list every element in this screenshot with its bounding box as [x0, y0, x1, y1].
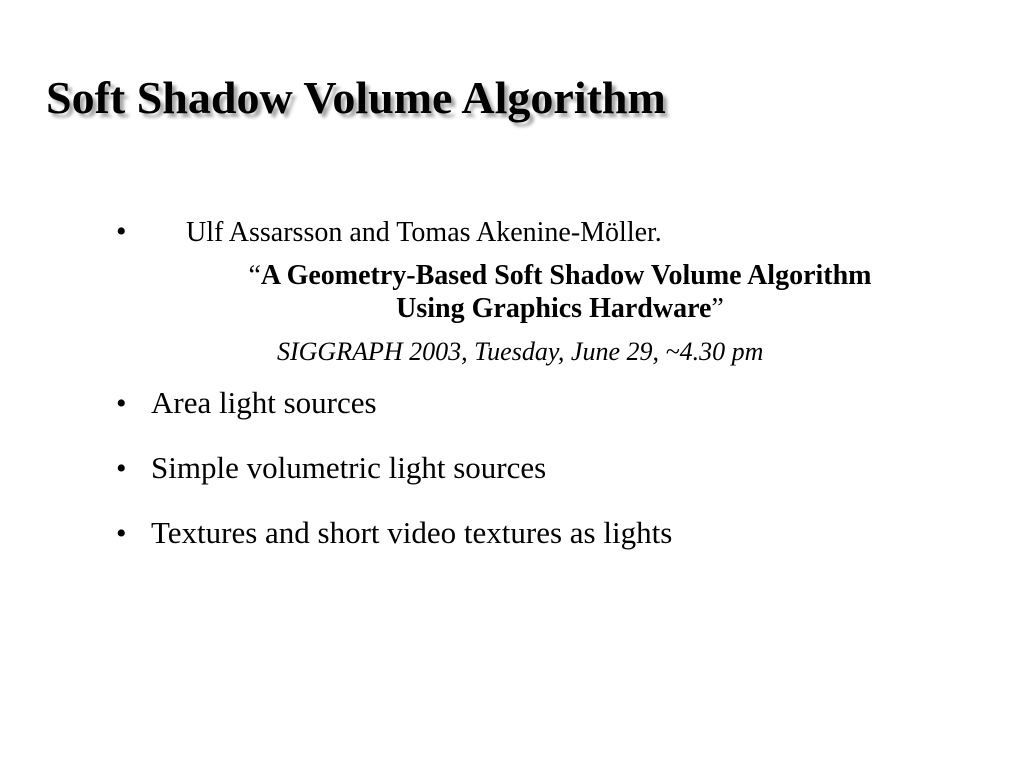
bullet-reference: •	[116, 215, 127, 248]
slide-title: Soft Shadow Volume Algorithm	[46, 72, 666, 123]
reference-paper-title-line-1	[150, 259, 970, 293]
paper-title-line-2: Using Graphics Hardware	[396, 293, 712, 324]
reference-paper-title-line-2	[150, 292, 970, 326]
paper-title-line-1: A Geometry-Based Soft Shadow Volume Algorithm	[260, 260, 872, 291]
reference-authors: Ulf Assarsson and Tomas Akenine-Möller.	[186, 217, 662, 248]
reference-venue: SIGGRAPH 2003, Tuesday, June 29, ~4.30 pm	[277, 337, 764, 366]
bullet-item-area-light-sources: Area light sources	[151, 385, 377, 420]
bullet-item-1: •	[116, 387, 127, 420]
bullet-item-volumetric-light-sources: Simple volumetric light sources	[151, 450, 547, 485]
bullet-item-3: •	[116, 517, 127, 550]
close-quote: ”	[711, 293, 724, 324]
open-quote: “	[248, 260, 261, 291]
bullet-item-2: •	[116, 452, 127, 485]
bullet-item-textures-as-lights: Textures and short video textures as lights	[151, 515, 673, 550]
